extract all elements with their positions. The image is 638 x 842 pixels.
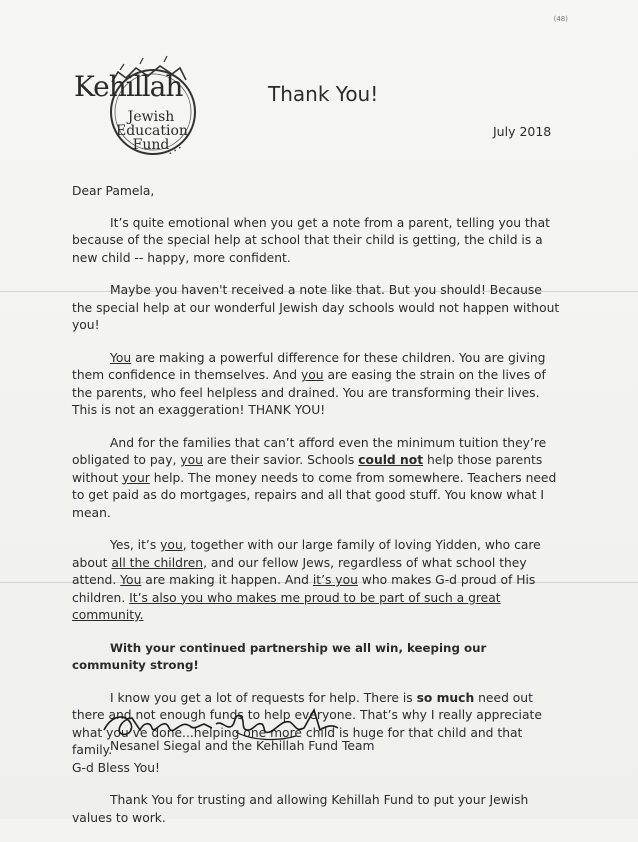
salutation: Dear Pamela, bbox=[72, 184, 155, 198]
emphasis-text: it’s you bbox=[312, 573, 358, 587]
paragraph-text: are their savior. Schools bbox=[202, 453, 359, 467]
paragraph-text: who makes G-d proud of His children. bbox=[72, 573, 536, 605]
emphasis-text: your bbox=[122, 470, 150, 485]
blessing-line: G-d Bless You! bbox=[72, 760, 160, 775]
paragraph-1: It’s quite emotional when you get a note from a parent, telling you that because of the special help at school that their child is getting, the child is a new child -- happy, more confident. bbox=[72, 215, 550, 265]
paragraph-text: , together with our large family of loving Yidden, who care about bbox=[72, 538, 541, 570]
paragraph-text: And for the families that can’t afford even the minimum tuition they’re obligated to pay, bbox=[72, 435, 547, 467]
paragraph-text: help those parents without bbox=[72, 453, 543, 485]
paragraph-9: Thank You for trusting and allowing Kehillah Fund to put your Jewish values to work. bbox=[72, 793, 529, 825]
emphasis-text: It’s also you who makes me proud to be part of such a great community. bbox=[72, 590, 501, 622]
letter-date: July 2018 bbox=[493, 124, 552, 139]
logo-line-fund: Fund bbox=[132, 137, 170, 153]
kehillah-logo bbox=[70, 48, 200, 176]
paragraph-3 bbox=[72, 350, 562, 420]
page-number: (48) bbox=[553, 15, 568, 23]
emphasis-text: you bbox=[160, 538, 183, 552]
logo-wordmark: Kehillah bbox=[74, 70, 183, 103]
paragraph-5 bbox=[72, 537, 562, 625]
logo-line-jewish: Jewish bbox=[127, 109, 175, 125]
paragraph-text: need out there and not enough funds to help everyone. That’s why I really appreciate what you’ve done...helping one more child is huge for that child and that family. bbox=[72, 690, 542, 757]
svg-text:• • •: • • • bbox=[167, 144, 184, 158]
paragraph-4 bbox=[72, 435, 562, 523]
paragraph-text: I know you get a lot of requests for help. There is bbox=[110, 690, 417, 705]
paragraph-text: Yes, it’s bbox=[110, 538, 161, 552]
paragraph-text: are making it happen. And bbox=[141, 573, 313, 587]
emphasis-text: so much bbox=[416, 690, 475, 705]
paragraph-text: are making a powerful difference for these children. You are giving them confidence in themselves. And bbox=[72, 350, 546, 382]
paragraph-text: help. The money needs to come from somewhere. Teachers need to get paid as do mortgages, repairs and all that good stuff. You know what I mean. bbox=[72, 470, 557, 520]
paragraph-2: Maybe you haven't received a note like that. But you should! Because the special help at our wonderful Jewish day schools would not happen without you! bbox=[72, 283, 560, 332]
paragraph-text: are easing the strain on the lives of the parents, who feel helpless and drained. You are transforming their lives. This is not an exaggeration! THANK YOU! bbox=[72, 368, 546, 417]
signature-line: Nesanel Siegal and the Kehillah Fund Team bbox=[110, 739, 375, 753]
emphasis-text: you bbox=[300, 368, 324, 382]
emphasis-text: all the children bbox=[111, 555, 204, 570]
paragraph-text: , and our fellow Jews, regardless of what school they attend. bbox=[72, 555, 527, 587]
logo-line-education: Education bbox=[116, 123, 188, 139]
page-title: Thank You! bbox=[268, 82, 379, 106]
paragraph-6: With your continued partnership we all win, keeping our community strong! bbox=[72, 640, 487, 672]
emphasis-text: could not bbox=[358, 453, 424, 467]
emphasis-text: You bbox=[110, 350, 132, 365]
emphasis-text: You bbox=[120, 573, 142, 587]
emphasis-text: you bbox=[180, 453, 203, 467]
